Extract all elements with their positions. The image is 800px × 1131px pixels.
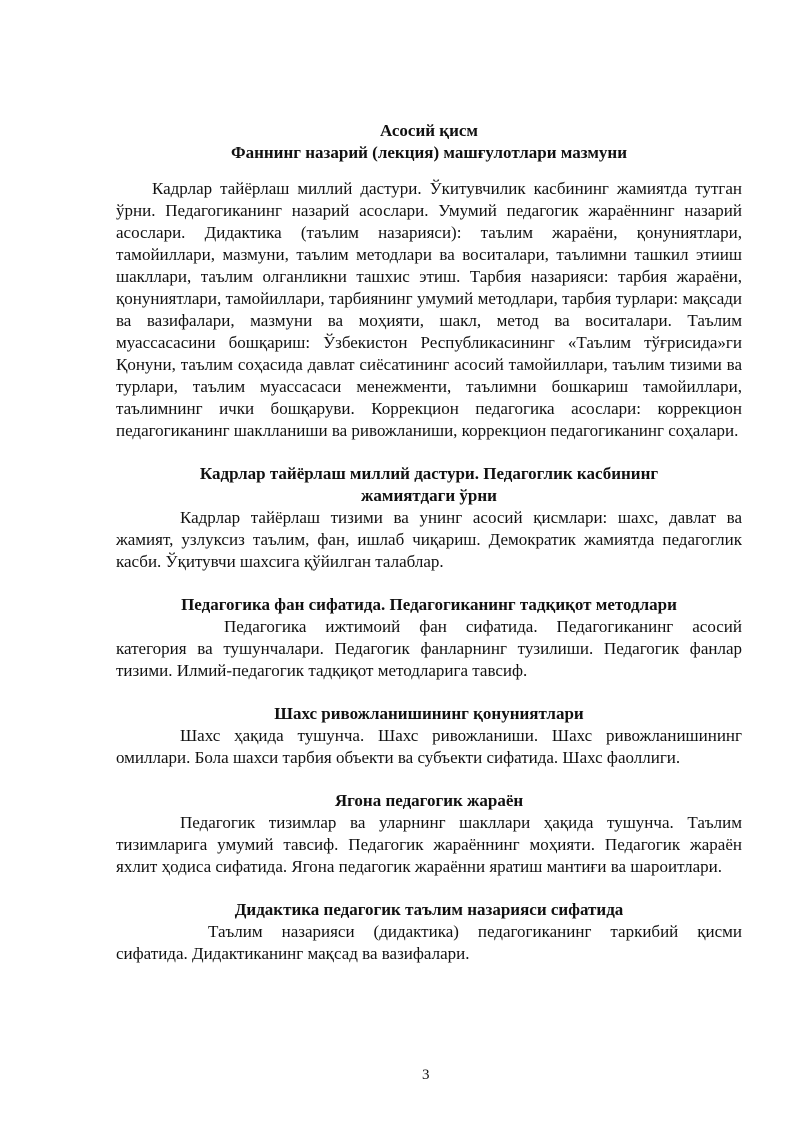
main-part-title: Асосий қисм <box>380 121 478 140</box>
section-body: Педагогика ижтимоий фан сифатида. Педагогиканинг асосий категория ва тушунчалари. Педагогик фанларнинг тузилиши. Педагогик фанлар тизими. Илмий-педагогик тадқиқот методларига тавсиф. <box>116 617 742 680</box>
spacer <box>116 442 742 463</box>
document-page <box>116 120 742 965</box>
spacer <box>116 682 742 703</box>
section-body: Кадрлар тайёрлаш тизими ва унинг асосий қисмлари: шахс, давлат ва жамият, узлуксиз таълим, фан, ишлаб чиқариш. Демократик жамиятда педагоглик касби. Ўқитувчи шахсига қўйилган талаблар. <box>116 508 742 571</box>
spacer <box>116 573 742 594</box>
page-number: 3 <box>422 1067 430 1083</box>
section-heading: Ягона педагогик жараён <box>334 791 524 810</box>
spacer <box>116 769 742 790</box>
section-heading: Шахс ривожланишининг қонуниятлари <box>274 704 584 723</box>
section-heading-continued: жамиятдаги ўрни <box>361 486 497 505</box>
section-body: Педагогик тизимлар ва уларнинг шакллари ҳақида тушунча. Таълим тизимларига умумий тавсиф. Педагогик жараённинг моҳияти. Педагогик жараён яхлит ҳодиса сифатида. Ягона педагогик жараённи яратиш мантиғи ва шароитлари. <box>116 813 742 876</box>
intro-paragraph: Кадрлар тайёрлаш миллий дастури. Ўкитувчилик касбининг жамиятда тутган ўрни. Педагогиканинг назарий асослари. Умумий педагогик жараённинг назарий асослари. Дидактика (таълим назарияси): таълим жараёни, қонуниятлари, тамойиллари, мазмуни, таълим методлари ва воситалари, таълимни ташкил этииш шакллари, таълим олганликни ташхис этиш. Тарбия назарияси: тарбия жараёни, қонуниятлари, тамойиллари, тарбиянинг умумий методлари, тарбия турлари: мақсади ва вазифалари, мазмуни ва моҳияти, шакл, метод ва воситалари. Таълим муассасасини бошқариш: Ўзбекистон Республикасининг «Таълим тўғрисида»ги Қонуни, таълим соҳасида давлат сиёсатининг асосий тамойиллари, таълим тизими ва турлари, таълим муассасаси менежменти, таълимни бошкариш тамойиллари, таълимнинг ички бошқаруви. Коррекцион педагогика асослари: коррекцион педагогиканинг шаклланиши ва ривожланиши, коррекцион педагогиканинг соҳалари. <box>116 179 742 440</box>
section-body: Таълим назарияси (дидактика) педагогиканинг таркибий қисми сифатида. Дидактиканинг мақсад ва вазифалари. <box>116 922 742 963</box>
spacer <box>116 878 742 899</box>
section-heading: Педагогика фан сифатида. Педагогиканинг тадқиқот методлари <box>181 595 677 614</box>
lecture-content-title: Фаннинг назарий (лекция) машғулотлари мазмуни <box>230 143 628 162</box>
section-heading: Кадрлар тайёрлаш миллий дастури. Педагоглик касбининг <box>199 464 659 483</box>
section-heading: Дидактика педагогик таълим назарияси сифатида <box>234 900 624 919</box>
section-body: Шахс ҳақида тушунча. Шахс ривожланиши. Шахс ривожланишининг омиллари. Бола шахси тарбия объекти ва субъекти сифатида. Шахс фаоллиги. <box>116 726 742 767</box>
